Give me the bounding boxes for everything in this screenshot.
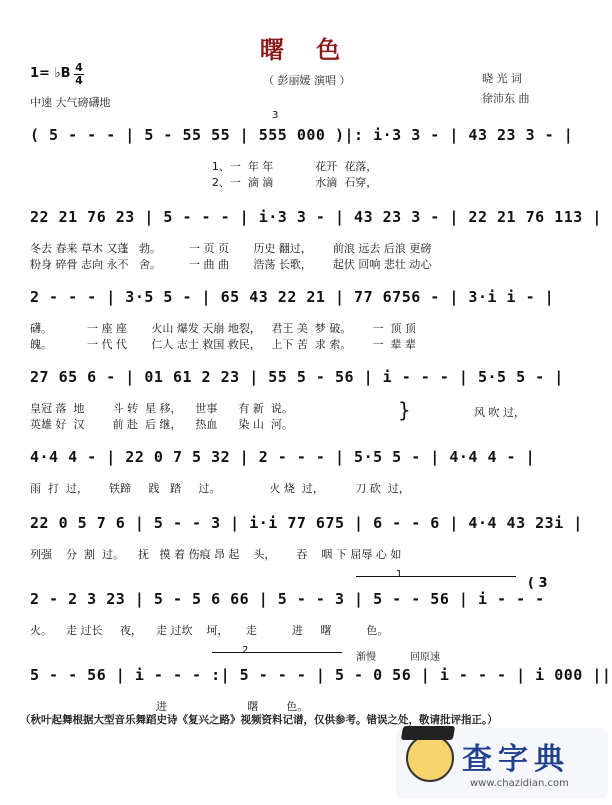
system-3 (0, 288, 612, 366)
side-lyric: 风 吹 过， (474, 406, 525, 419)
volta-bracket-1 (356, 576, 516, 577)
lyric-verse-2: 魄。 一 代 代 仁人 志士 救国 救民， 上下 苦 求 索。 一 辈 辈 (30, 338, 416, 351)
watermark-url: www.chazidian.com (470, 778, 569, 789)
performer: （ 彭丽媛 演唱 ） (263, 74, 351, 87)
system-1 (0, 126, 612, 204)
tempo-marking: 中速 大气磅礴地 (30, 96, 111, 109)
time-numerator: 4 (75, 61, 83, 74)
lyric-line: 雨 打 过， 铁蹄 践 踏 过。 火 烧 过， 刀 砍 过， (30, 482, 410, 495)
brace: } (398, 398, 411, 422)
volta-1-label: 1 (396, 569, 403, 580)
notation-line: 22 0 5 7 6 | 5 - - 3 | i·i 77 675 | 6 - - 6 | 4·4 43 23i | (30, 514, 583, 532)
notation-line: 27 65 6 - | 01 61 2 23 | 55 5 - 56 | i - - - | 5·5 5 - | (30, 368, 564, 386)
time-denominator: 4 (75, 74, 83, 87)
key-signature: 1= ♭B (30, 66, 71, 81)
graduation-cap-icon (401, 726, 455, 740)
lyric-verse-1: 礴。 一 座 座 火山 爆发 天崩 地裂， 君王 美 梦 破。 一 顶 顶 (30, 322, 416, 335)
notation-line: 4·4 4 - | 22 0 7 5 32 | 2 - - - | 5·5 5 - | 4·4 4 - | (30, 448, 536, 466)
system-7 (0, 590, 612, 668)
volta-2-label: 2 (242, 645, 249, 656)
lyric-verse-1: 冬去 春来 草木 又蓬 勃。 一 页 页 历史 翻过， 前浪 远去 后浪 更磅 (30, 242, 432, 255)
lyricist: 晓 光 词 (482, 72, 522, 85)
notation-line: 2 - - - | 3·5 5 - | 65 43 22 21 | 77 6756 - | 3·i i - | (30, 288, 555, 306)
a-tempo: 回原速 (410, 652, 440, 663)
lyric-line: 进 曙 色。 (30, 700, 309, 713)
volta-bracket-2 (212, 652, 342, 653)
lyric-verse-2: 粉身 碎骨 志向 永不 舍。 一 曲 曲 浩荡 长歌， 起伏 回响 悲壮 动心 (30, 258, 432, 271)
lyric-line: 火。 走 过长 夜， 走 过坎 坷， 走 进 曙 色。 (30, 624, 389, 637)
transcription-note: （秋叶起舞根据大型音乐舞蹈史诗《复兴之路》视频资料记谱，仅供参考。错误之处，敬请批评指正。） (20, 714, 498, 726)
composer: 徐沛东 曲 (482, 92, 530, 105)
time-signature (74, 62, 84, 86)
lyric-verse-1: 皇冠 落 地 斗 转 星 移， 世事 有 新 说。 (30, 402, 293, 415)
notation-line: 2 - 2 3 23 | 5 - 5 6 66 | 5 - - 3 | 5 - - 56 | i - - - (30, 590, 555, 608)
ritardando: 渐慢 (356, 652, 376, 663)
notation-line: 22 21 76 23 | 5 - - - | i·3 3 - | 43 23 3 - | 22 21 76 113 | (30, 208, 602, 226)
system-2 (0, 208, 612, 286)
notation-line: 5 - - 56 | i - - - :| 5 - - - | 5 - 0 56 | i - - - | i 000 || (30, 666, 612, 684)
notation-line: ( 5 - - - | 5 - 55 55 | 555 000 )|: i·3 3 - | 43 23 3 - | (30, 126, 574, 144)
lyric-verse-1: 1、一 年 年 花开 花落， (30, 160, 378, 173)
triplet-mark: 3 (272, 110, 279, 121)
lyric-verse-2: 2、一 滴 滴 水滴 石穿， (30, 176, 378, 189)
page-title: 曙 色 (259, 36, 353, 64)
parenthesized-note: ( 3 (528, 576, 548, 591)
mascot-icon (406, 734, 454, 782)
lyric-verse-2: 英雄 好 汉 前 赴 后 继， 热血 染 山 河。 (30, 418, 293, 431)
lyric-line: 列强 分 割 过。 抚 摸 着 伤痕 昂 起 头， 吞 咽 下 屈辱 心 如 (30, 548, 402, 561)
watermark-logo: 查字典 (462, 742, 570, 777)
system-6 (0, 514, 612, 592)
